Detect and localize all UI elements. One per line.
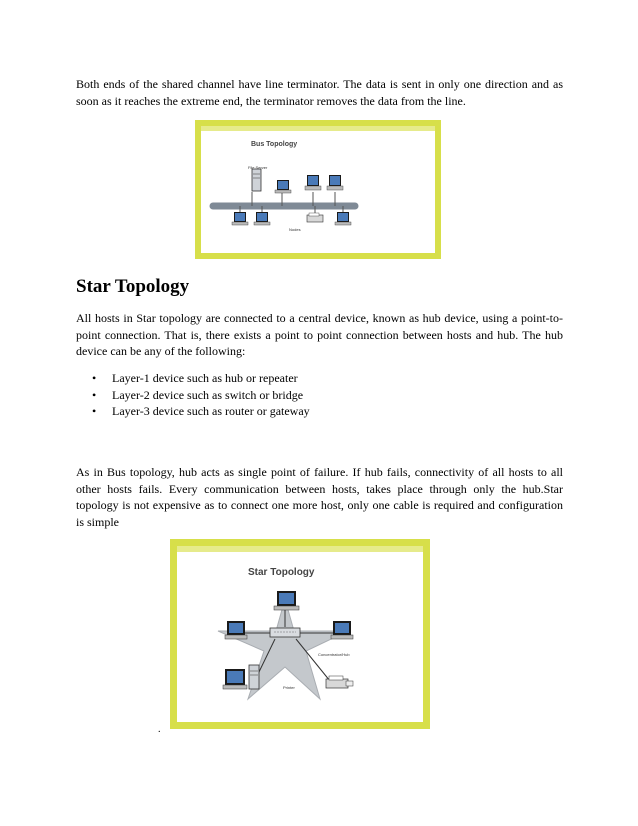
nodes-label: Nodes <box>289 227 301 232</box>
list-item: • Layer-1 device such as hub or repeater <box>92 370 310 387</box>
bus-figure-title: Bus Topology <box>251 141 298 148</box>
printer-label: Printer <box>283 685 295 690</box>
bus-topology-diagram <box>195 120 441 259</box>
star-paragraph-2: As in Bus topology, hub acts as single point of failure. If hub fails, connectivity of all hosts to all other hosts fails. Every communication between hosts, takes place through only the hub.Star topology is not expensive as to connect one more host, only one cable is required and configuration is simple <box>76 465 563 529</box>
intro-paragraph: Both ends of the shared channel have line terminator. The data is sent in only one direction and as soon as it reaches the extreme end, the terminator removes the data from the line. <box>76 77 563 108</box>
star-figure-title: Star Topology <box>248 567 315 578</box>
file-server-label: File Server <box>248 165 268 170</box>
hub-device-list <box>92 370 310 420</box>
footer-mark: . <box>158 724 161 735</box>
list-item: • Layer-2 device such as switch or bridge <box>92 387 310 404</box>
hub-label: Concentrator/Hub <box>318 652 350 657</box>
star-paragraph-1: All hosts in Star topology are connected to a central device, known as hub device, using a point-to-point connection. That is, there exists a point to point connection between hosts and hub. The hub device can be any of the following: <box>76 311 563 358</box>
star-topology-heading: Star Topology <box>76 276 190 297</box>
bus-topology-figure <box>195 120 441 259</box>
list-item: • Layer-3 device such as router or gateway <box>92 403 310 420</box>
star-topology-figure <box>170 539 430 729</box>
